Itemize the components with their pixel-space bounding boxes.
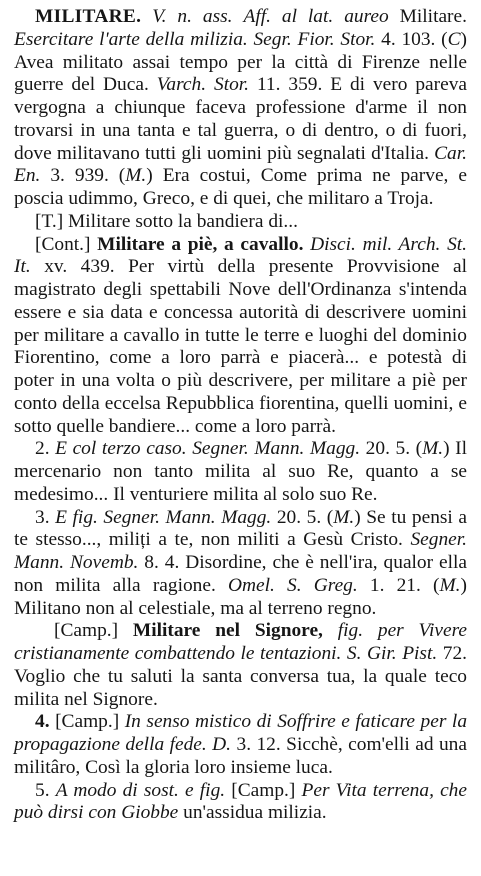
sense-2 [14, 438, 467, 506]
sense-4 [14, 711, 467, 779]
quotation-text: ) Se tu pensi a te stesso..., miliți a te, non militi a Gesù Cristo. [14, 506, 467, 551]
sense-5 [14, 780, 467, 826]
sense-text: [T.] Militare sotto la bandiera di... [35, 210, 298, 232]
citation-ref: 1. 21. ( [357, 574, 440, 596]
citation-source: Car. En. [14, 142, 467, 187]
sense-gloss: fig. per Vivere cristianamente combattendo le tentazioni. S. Gir. Pist. [14, 620, 467, 664]
sense-number: 5. [35, 779, 56, 801]
quotation-text: 72. Voglio che tu saluti la santa conversa tua, la quale teco milita nel Signore. [14, 643, 467, 710]
citation-ref: 3. 939. ( [40, 165, 126, 187]
quotation-text: un'assidua milizia. [178, 802, 327, 824]
source-tag: [Camp.] [225, 779, 302, 801]
editor-mark: C [447, 28, 461, 50]
editor-mark: M. [333, 506, 355, 528]
grammar-label: V. n. ass. [152, 6, 233, 27]
sense-gloss: E col terzo caso. Segner. Mann. Magg. [55, 438, 361, 460]
quotation-text: ) Avea militato assai tempo per la città di Firenze nelle guerre del Duca. [14, 28, 467, 96]
sense-camp-signore [14, 620, 467, 711]
sense-gloss: In senso mistico di Soffrire e faticare per la propagazione della fede. D. [14, 711, 468, 755]
latin-word: Militare. [388, 6, 467, 27]
sub-headword: Militare nel Signore, [132, 620, 323, 642]
citation-source: Esercitare l'arte della milizia. Segr. Fior. Stor. [14, 28, 376, 50]
sense-gloss: E fig. Segner. Mann. Magg. [55, 506, 272, 528]
sense-cont [14, 234, 467, 439]
etymology-text: Aff. al lat. aureo [243, 6, 389, 27]
quotation-text: ) Il mercenario non tanto milita al suo Re, quanto a se medesimo... Il venturiere milita al solo suo Re. [14, 438, 467, 505]
editor-mark: M. [125, 165, 147, 187]
source-tag: [Camp.] [55, 711, 125, 733]
sense-gloss: A modo di sost. e fig. [55, 779, 226, 801]
editor-mark: M. [422, 438, 444, 460]
quotation-text: ) Militano non al celestiale, ma al terreno regno. [14, 574, 467, 619]
editor-mark: M. [439, 574, 461, 596]
quotation-text: xv. 439. Per virtù della presente Provvisione al magistrato degli spettabili Nove dell'Ordinanza s'intenda essere e sia data e concessa autorità di descrivere uomini per militare a cavallo in tutte le terre e luoghi del dominio Fiorentino, come a loro parrà e piacerà... e potestà di poter in una volta o più descrivere, per militare a piè per conto della eccelsa Repubblica fiorentina, quelli uomini, e sotto quelle bandiere... come a loro parrà. [14, 256, 467, 437]
sense-gloss: Per Vita terrena, che può dirsi con Giobbe [14, 779, 467, 824]
quotation-text: 11. 359. E di vero pareva vergogna a chiunque faceva professione d'arme il non trovarsi in una tanta e tal guerra, o di dentro, o di fuori, dove militavano tutti gli uomini più segnalati d'Italia. [14, 74, 468, 164]
source-tag: [Camp.] [54, 620, 133, 642]
sense-tommaseo [14, 211, 467, 234]
sense-3 [14, 507, 467, 621]
citation-source: Varch. Stor. [156, 74, 250, 96]
citation-ref: 20. 5. ( [271, 506, 334, 528]
entry-definition [14, 6, 467, 211]
quotation-text: ) Era costui, Come prima ne parve, e poscia udimmo, Greco, e di quei, che militaro a Troja. [14, 165, 467, 209]
quotation-text: 8. 4. Disordine, che è nell'ira, qualor ella non milita alla ragione. [14, 552, 467, 596]
citation-source: Omel. S. Greg. [228, 574, 358, 596]
sense-number: 2. [35, 438, 56, 460]
citation-ref: 20. 5. ( [360, 438, 423, 460]
citation-source: Segner. Mann. Novemb. [14, 529, 467, 573]
headword: MILITARE. [35, 6, 142, 27]
source-tag: [Cont.] [35, 233, 98, 255]
citation-ref: 4. 103. ( [375, 28, 448, 50]
citation-source: Disci. mil. Arch. St. It. [14, 233, 467, 278]
quotation-text: 3. 12. Sicchè, com'elli ad una militâro, Così la gloria loro insieme luca. [14, 734, 467, 778]
sense-number: 3. [35, 506, 56, 528]
sense-number: 4. [35, 711, 56, 733]
sub-headword: Militare a piè, a cavallo. [97, 233, 304, 255]
